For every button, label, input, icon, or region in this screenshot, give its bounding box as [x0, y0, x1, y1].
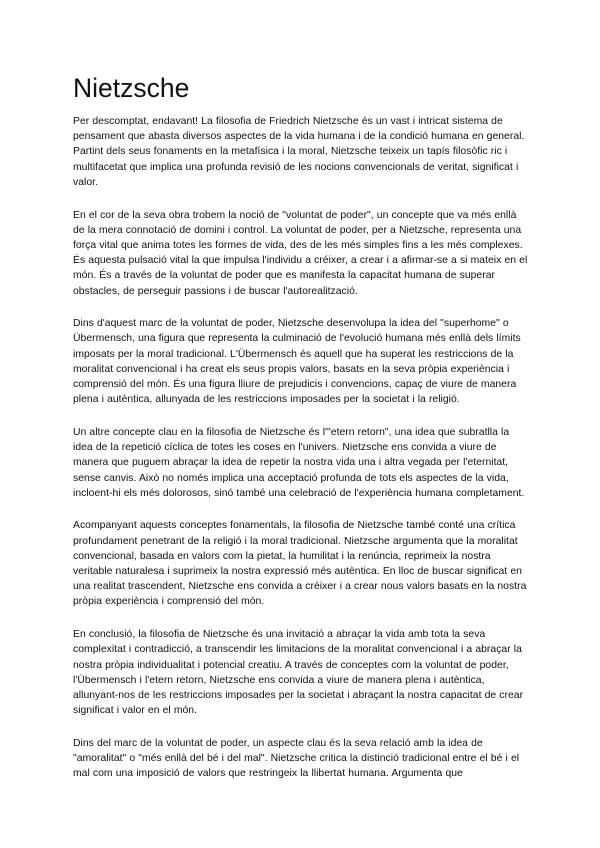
paragraph-amorality: Dins del marc de la voluntat de poder, un aspecte clau és la seva relació amb la idea de "amoralitat" o "més enllà del bé i del mal". Nietzsche critica la distinció tradicional entre el bé i el mal com una imposició de valors que restringeix la llibertat humana. Argumenta que: [73, 737, 520, 780]
paragraph-eternal-return: Un altre concepte clau en la filosofia de Nietzsche és l'"etern retorn", una idea que subratlla la idea de la repetició cíclica de totes les coses en l'univers. Nietzsche ens convida a viure de manera que puguem abraçar la idea de repetir la nostra vida una i altra vegada per l'eternitat, sense canvis. Això no només implica una acceptació profunda de tots els aspectes de la vida, incloent-hi els més dolorosos, sinó també una celebració de l'experiència humana completament.: [73, 426, 525, 499]
paragraph-ubermensch: Dins d'aquest marc de la voluntat de poder, Nietzsche desenvolupa la idea del "superhome" o Übermensch, una figura que representa la culminació de l'evolució humana més enllà dels límits imposats per la moral tradicional. L'Übermensch és aquell que ha superat les restriccions de la moralitat convencional i ha creat els seus propis valors, basats en la seva pròpia experiència i comprensió del món. És una figura lliure de prejudicis i convencions, capaç de viure de manera plena i autèntica, allunyada de les restriccions imposades per la societat i la religió.: [73, 318, 521, 406]
paragraph-intro: Per descomptat, endavant! La filosofia de Friedrich Nietzsche és un vast i intricat sistema de pensament que abasta diversos aspectes de la vida humana i de la condició humana en general. Partint dels seus fonaments en la metafísica i la moral, Nietzsche teixeix un tapís filosòfic ric i multifacetat que implica una profunda revisió de les nocions convencionals de veritat, significat i valor.: [73, 116, 525, 188]
paragraph-will-to-power: En el cor de la seva obra trobem la noció de "voluntat de poder", un concepte que va més enllà de la mera connotació de domini i control. La voluntat de poder, per a Nietzsche, representa una força vital que anima totes les formes de vida, des de les més simples fins a les més complexes. És aquesta pulsació vital la que impulsa l'individu a créixer, a crear i a afirmar-se a si mateix en el món. És a través de la voluntat de poder que es manifesta la capacitat humana de superar obstacles, de perseguir passions i de buscar l'autorealització.: [73, 209, 528, 297]
page-title: Nietzsche: [73, 73, 190, 103]
document-body: [73, 72, 528, 799]
paragraph-critique-morality: Acompanyant aquests conceptes fonamentals, la filosofia de Nietzsche també conté una crítica profundament penetrant de la religió i la moral tradicional. Nietzsche argumenta que la moralitat convencional, basada en valors com la pietat, la humilitat i la renúncia, reprimeix la nostra veritable naturalesa i suprimeix la nostra expressió més autèntica. En lloc de buscar significat en una realitat trascendent, Nietzsche ens convida a créixer i a crear nous valors basats en la nostra pròpia experiència i comprensió del món.: [73, 520, 527, 608]
paragraph-conclusion: En conclusió, la filosofia de Nietzsche és una invitació a abraçar la vida amb tota la seva complexitat i contradicció, a transcendir les limitacions de la moralitat convencional i a abraçar la nostra pròpia individualitat i potencial creatiu. A través de conceptes com la voluntat de poder, l'Übermensch i l'etern retorn, Nietzsche ens convida a viure de manera plena i autèntica, allunyant-nos de les restriccions imposades per la societat i abraçant la nostra capacitat de crear significat i valor en el món.: [73, 629, 524, 717]
